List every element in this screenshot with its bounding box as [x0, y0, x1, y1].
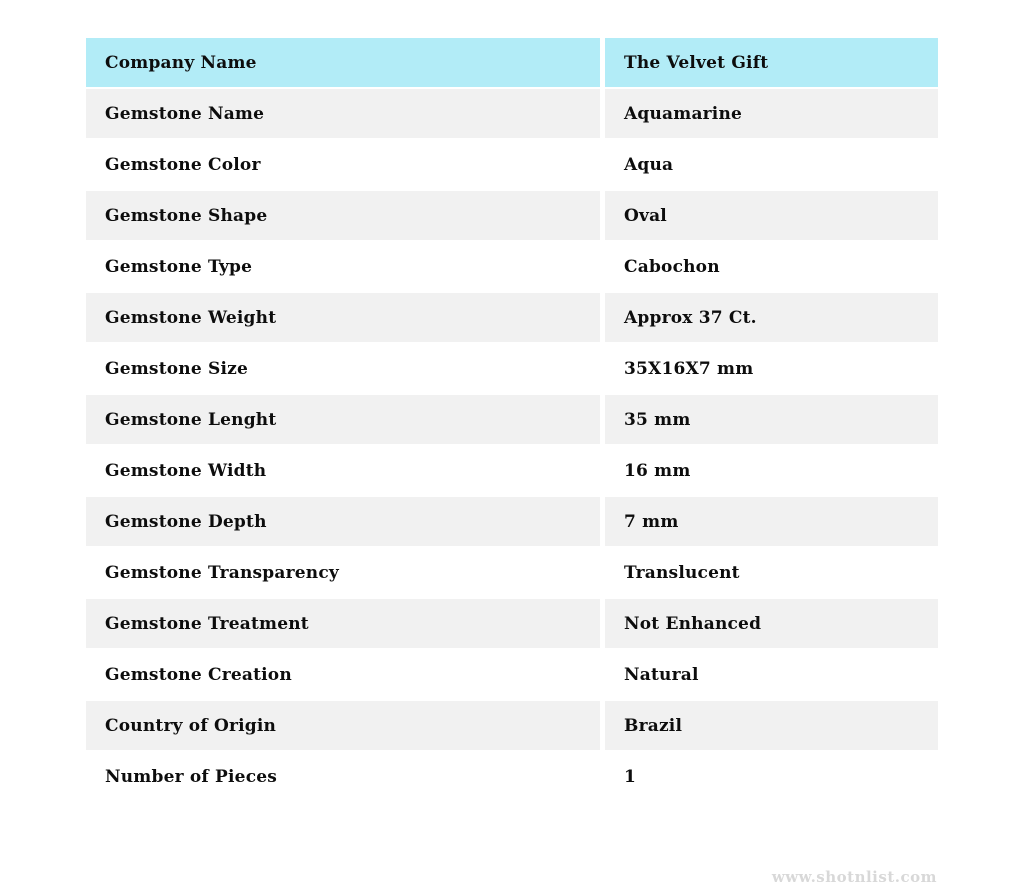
spec-value-cell: Not Enhanced — [605, 599, 938, 648]
spec-label-cell: Gemstone Weight — [86, 293, 600, 342]
spec-table-header — [86, 38, 938, 87]
spec-row — [86, 344, 938, 393]
header-label-cell: Company Name — [86, 38, 600, 87]
watermark-text: www.shotnlist.com — [771, 868, 937, 882]
header-row — [86, 38, 938, 87]
spec-label-cell: Country of Origin — [86, 701, 600, 750]
spec-value-cell: 1 — [605, 752, 938, 801]
spec-row — [86, 191, 938, 240]
header-value-cell: The Velvet Gift — [605, 38, 938, 87]
spec-value-cell: 35 mm — [605, 395, 938, 444]
spec-value-cell: 35X16X7 mm — [605, 344, 938, 393]
spec-label-cell: Gemstone Width — [86, 446, 600, 495]
spec-table-body — [86, 89, 938, 801]
spec-value-cell: Translucent — [605, 548, 938, 597]
spec-label-cell: Gemstone Creation — [86, 650, 600, 699]
spec-label-cell: Gemstone Type — [86, 242, 600, 291]
spec-row — [86, 497, 938, 546]
spec-value-cell: Oval — [605, 191, 938, 240]
spec-label-cell: Gemstone Treatment — [86, 599, 600, 648]
spec-label-cell: Gemstone Transparency — [86, 548, 600, 597]
gemstone-spec-page — [0, 36, 1024, 882]
spec-value-cell: Aqua — [605, 140, 938, 189]
spec-value-cell: 16 mm — [605, 446, 938, 495]
spec-label-cell: Gemstone Size — [86, 344, 600, 393]
spec-value-cell: Natural — [605, 650, 938, 699]
spec-row — [86, 701, 938, 750]
spec-row — [86, 89, 938, 138]
gemstone-spec-table — [81, 36, 943, 803]
spec-label-cell: Gemstone Lenght — [86, 395, 600, 444]
spec-label-cell: Gemstone Color — [86, 140, 600, 189]
spec-label-cell: Gemstone Depth — [86, 497, 600, 546]
spec-row — [86, 548, 938, 597]
spec-label-cell: Gemstone Shape — [86, 191, 600, 240]
spec-row — [86, 242, 938, 291]
spec-row — [86, 395, 938, 444]
spec-label-cell: Gemstone Name — [86, 89, 600, 138]
spec-row — [86, 752, 938, 801]
spec-value-cell: Aquamarine — [605, 89, 938, 138]
spec-row — [86, 293, 938, 342]
spec-value-cell: Approx 37 Ct. — [605, 293, 938, 342]
spec-value-cell: Brazil — [605, 701, 938, 750]
spec-row — [86, 599, 938, 648]
spec-value-cell: 7 mm — [605, 497, 938, 546]
spec-row — [86, 650, 938, 699]
spec-row — [86, 446, 938, 495]
spec-value-cell: Cabochon — [605, 242, 938, 291]
spec-row — [86, 140, 938, 189]
spec-label-cell: Number of Pieces — [86, 752, 600, 801]
